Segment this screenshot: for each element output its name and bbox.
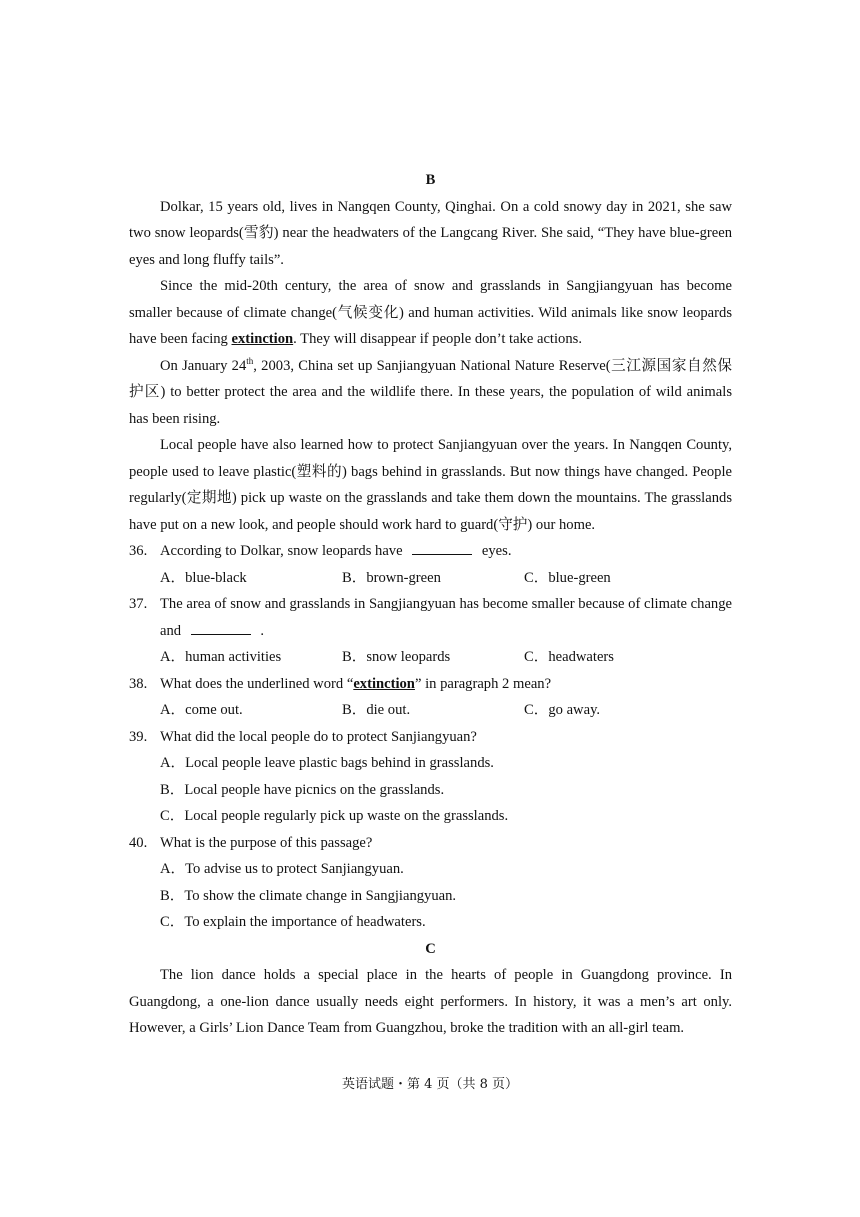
question-39: [129, 724, 732, 751]
question-number: 37.: [129, 596, 148, 612]
question-text: What did the local people do to protect Sanjiangyuan?: [160, 728, 477, 745]
option-a[interactable]: A．come out.: [160, 702, 243, 718]
passage-b-paragraph-1: Dolkar, 15 years old, lives in Nangqen County, Qinghai. On a cold snowy day in 2021, she saw two snow leopards(雪豹) near the headwaters of the Langcang River. She said, “They have blue-green eyes and long fluffy tails”.: [129, 198, 732, 268]
page-content: [129, 167, 732, 1042]
option-c[interactable]: C．headwaters: [524, 649, 614, 665]
question-36: [129, 538, 732, 565]
underlined-word-extinction: extinction: [231, 331, 294, 347]
option-a[interactable]: A．human activities: [160, 649, 282, 665]
answer-blank: [191, 620, 251, 635]
option-a[interactable]: A．To advise us to protect Sanjiangyuan.: [160, 861, 404, 877]
answer-blank: [412, 540, 472, 555]
question-text: What is the purpose of this passage?: [160, 834, 373, 851]
section-b-heading: B: [425, 172, 436, 188]
page-footer: 英语试题・第 4 页（共 8 页）: [341, 1077, 519, 1092]
option-c[interactable]: C．Local people regularly pick up waste on the grasslands.: [160, 808, 509, 824]
question-text-b: eyes.: [481, 543, 512, 559]
question-text-b: ” in paragraph 2 mean?: [414, 675, 552, 692]
question-number: 38.: [129, 675, 148, 692]
paragraph-3-text-b: , 2003, China set up Sanjiangyuan National Nature Reserve(三江源国家自然保护区) to better protect the area and the wildlife there. In these years, the population of wild animals has been rising.: [129, 357, 732, 427]
paragraph-2-text-a: Since the mid-20th century, the area of snow and grasslands in Sangjiangyuan has become smaller because of climate change(气候变化) and human activities. Wild animals like snow leopards have been facing: [129, 278, 732, 347]
passage-b-paragraph-3: [129, 353, 732, 433]
underlined-word-extinction: extinction: [353, 675, 415, 692]
question-text: [160, 671, 732, 698]
passage-c-paragraph-1: The lion dance holds a special place in the hearts of people in Guangdong province. In Guangdong, a one-lion dance usually needs eight performers. In history, it was a men’s art only. However, a Girls’ Lion Dance Team from Guangzhou, broke the tradition with an all-girl team.: [129, 967, 732, 1036]
question-text-a: The area of snow and grasslands in Sangjiangyuan has become smaller because of climate change and: [160, 596, 732, 639]
passage-b-paragraph-4: Local people have also learned how to protect Sanjiangyuan over the years. In Nangqen County, people used to leave plastic(塑料的) bags behind in grasslands. But now things have changed. People regularly(定期地) pick up waste on the grasslands and take them down the mountains. The grasslands have put on a new look, and people should work hard to guard(守护) our home.: [129, 437, 732, 533]
question-38: [129, 671, 732, 698]
question-37: [129, 591, 732, 644]
question-text: [160, 591, 732, 644]
question-38-options: [129, 697, 732, 724]
option-b[interactable]: B．Local people have picnics on the grasslands.: [160, 781, 445, 798]
option-a[interactable]: A．Local people leave plastic bags behind in grasslands.: [160, 755, 494, 771]
question-text-a: According to Dolkar, snow leopards have: [160, 543, 403, 559]
question-37-options: [129, 644, 732, 671]
option-c[interactable]: C．go away.: [524, 702, 601, 718]
passage-b-paragraph-2: [129, 273, 732, 353]
date-superscript: th: [246, 355, 254, 366]
option-b[interactable]: B．To show the climate change in Sangjiangyuan.: [160, 887, 457, 904]
option-a[interactable]: A．blue-black: [160, 569, 247, 586]
question-40: [129, 830, 732, 857]
question-number: 40.: [129, 834, 148, 851]
option-c[interactable]: C．blue-green: [524, 569, 611, 586]
option-b[interactable]: B．snow leopards: [342, 649, 451, 665]
option-b[interactable]: B．brown-green: [342, 569, 441, 586]
option-b[interactable]: B．die out.: [342, 702, 411, 718]
question-text: [160, 538, 732, 565]
question-text-b: .: [260, 622, 265, 639]
question-number: 39.: [129, 728, 148, 745]
option-c[interactable]: C．To explain the importance of headwaters.: [160, 914, 426, 930]
question-36-options: [129, 565, 732, 592]
paragraph-2-text-b: . They will disappear if people don’t take actions.: [293, 331, 582, 347]
paragraph-3-text-a: On January 24: [160, 357, 247, 374]
section-c-heading: C: [425, 940, 436, 957]
question-number: 36.: [129, 543, 148, 559]
question-text-a: What does the underlined word “: [160, 675, 354, 692]
